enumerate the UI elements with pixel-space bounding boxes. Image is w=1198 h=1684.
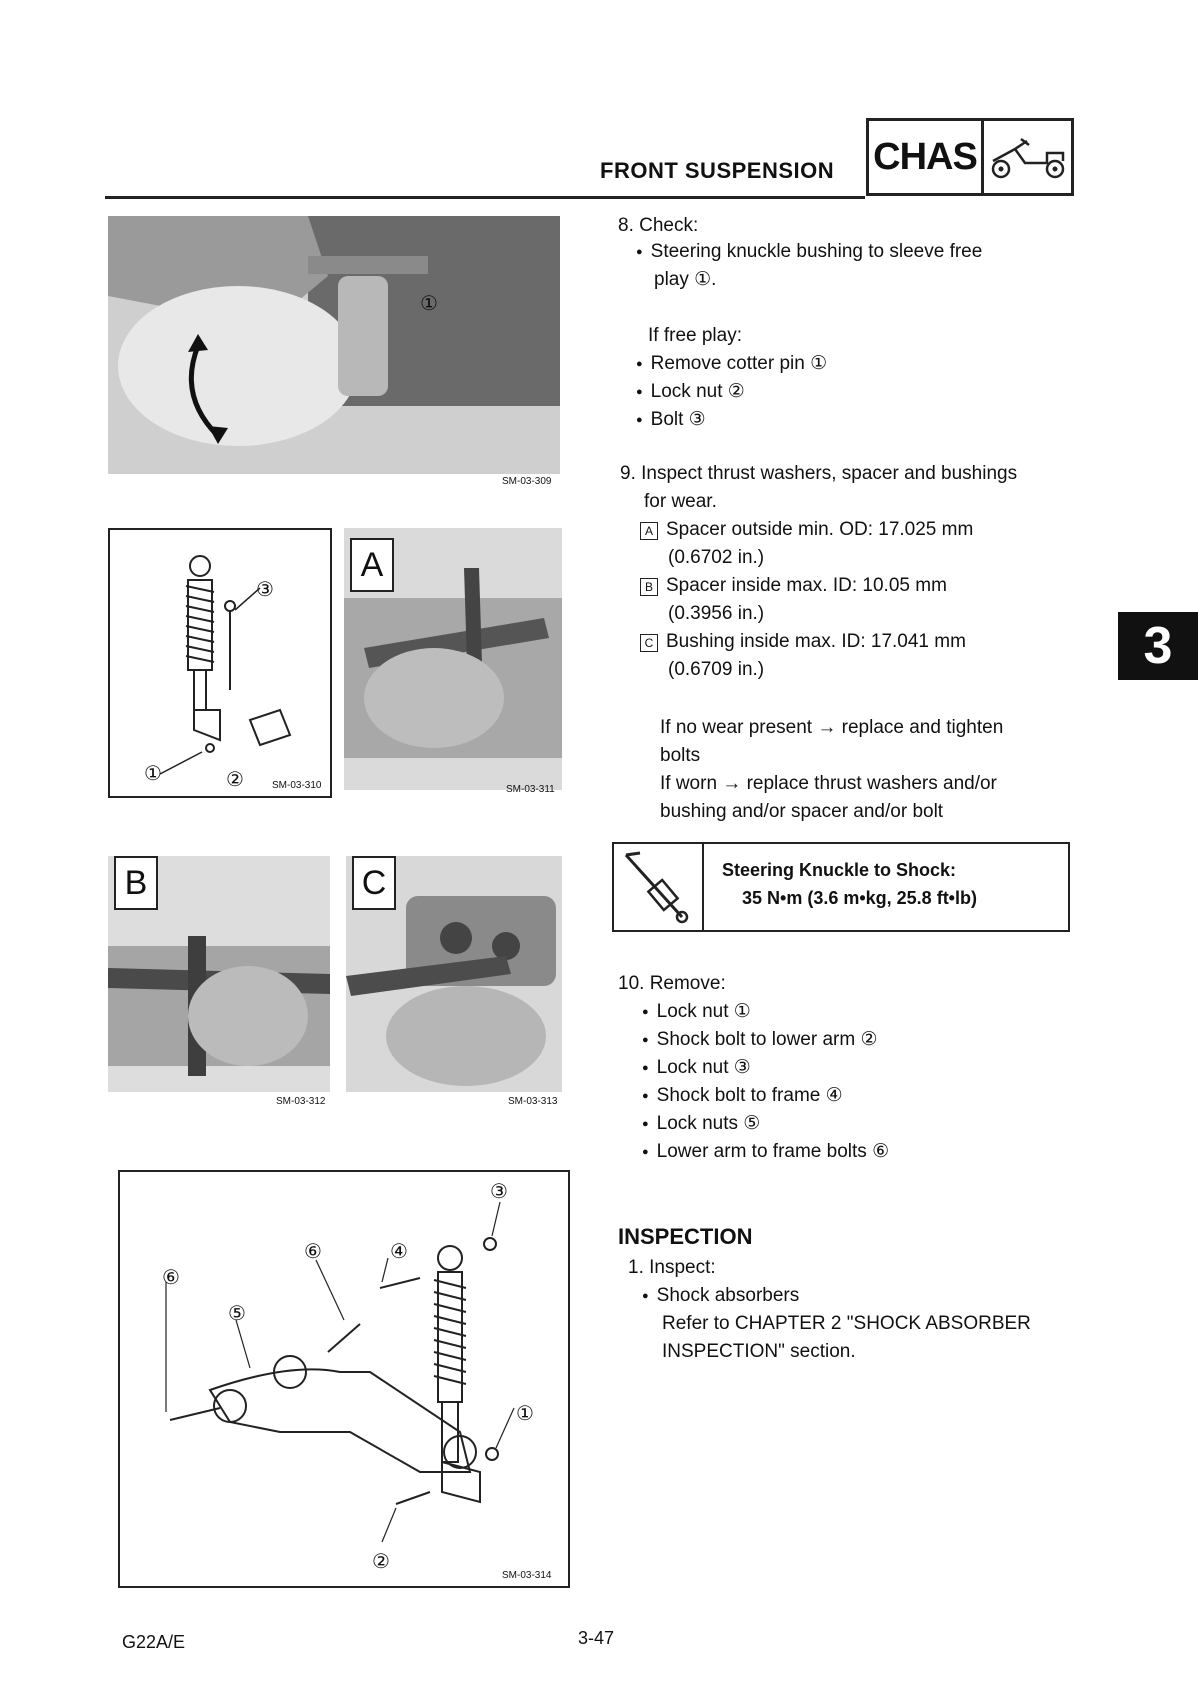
step8-head: 8. Check: — [618, 215, 699, 236]
spec-b-tag: B — [640, 578, 658, 596]
spec-a-row — [640, 516, 973, 544]
step10-list-6: ● Lower arm to frame bolts ⑥ — [642, 1138, 889, 1166]
step10-head: 10. Remove: — [618, 973, 726, 994]
step8-list-1: ● Remove cotter pin ① — [636, 350, 827, 378]
fig314-callout-2: ② — [372, 1551, 390, 1573]
fig314-callout-3: ③ — [490, 1181, 508, 1203]
fig310-callout-2: ② — [226, 769, 244, 791]
torque-wrench-icon — [614, 844, 704, 930]
spec-a-line1: Spacer outside min. OD: 17.025 mm — [666, 519, 974, 540]
fig314-callout-1: ① — [516, 1403, 534, 1425]
footer-model: G22A/E — [122, 1632, 186, 1652]
step9-note2: If worn → replace thrust washers and/or — [660, 773, 997, 794]
fig310-callout-1: ① — [144, 763, 162, 785]
fig312-code: SM-03-312 — [276, 1096, 326, 1107]
step10-list-4: ● Shock bolt to frame ④ — [642, 1082, 843, 1110]
step9-head: 9. Inspect thrust washers, spacer and bushings — [620, 463, 1018, 484]
fig314-callout-4: ④ — [390, 1241, 408, 1263]
step10-list-1: ● Lock nut ① — [642, 998, 751, 1026]
fig314-code: SM-03-314 — [502, 1570, 552, 1581]
chas-label: CHAS — [869, 121, 984, 193]
step9-note2-cont: bushing and/or spacer and/or bolt — [660, 801, 944, 822]
spec-c-line2: (0.6709 in.) — [668, 659, 765, 680]
header-rule — [105, 196, 865, 199]
step9-head-cont: for wear. — [644, 491, 717, 512]
torque-spec-text — [704, 844, 977, 930]
inspection-refer-2: INSPECTION" section. — [662, 1341, 856, 1362]
fig310-code: SM-03-310 — [272, 780, 322, 791]
golf-cart-icon — [984, 121, 1071, 193]
spec-c-tag: C — [640, 634, 658, 652]
step10-list-2: ● Shock bolt to lower arm ② — [642, 1026, 878, 1054]
inspection-heading: INSPECTION — [618, 1224, 753, 1249]
step9-note1-cont: bolts — [660, 745, 701, 766]
fig311-label: A — [350, 538, 394, 592]
step8-item-cont: play ①. — [654, 269, 717, 290]
footer-page: 3-47 — [578, 1628, 615, 1648]
spec-c-line1: Bushing inside max. ID: 17.041 mm — [666, 631, 966, 652]
fig312-label: B — [114, 856, 158, 910]
inspection-refer-1: Refer to CHAPTER 2 "SHOCK ABSORBER — [662, 1313, 1031, 1334]
photo-knuckle-check — [108, 216, 560, 474]
step8-if-free: If free play: — [648, 325, 742, 346]
inspection-item: ● Shock absorbers — [642, 1282, 799, 1310]
fig314-callout-5: ⑤ — [228, 1303, 246, 1325]
diagram-shock-exploded — [108, 528, 332, 798]
fig313-code: SM-03-313 — [508, 1096, 558, 1107]
step8-item: ● Steering knuckle bushing to sleeve free — [636, 238, 982, 266]
diagram-lower-arm-exploded — [118, 1170, 570, 1588]
fig309-callout: ① — [420, 293, 438, 315]
spec-b-line2: (0.3956 in.) — [668, 603, 765, 624]
fig314-callout-6a: ⑥ — [304, 1241, 322, 1263]
section-title: FRONT SUSPENSION — [600, 158, 835, 183]
spec-a-tag: A — [640, 522, 658, 540]
spec-a-line2: (0.6702 in.) — [668, 547, 765, 568]
inspection-step: 1. Inspect: — [628, 1257, 716, 1278]
spec-b-row — [640, 572, 947, 600]
torque-value: 35 N•m (3.6 m•kg, 25.8 ft•lb) — [742, 888, 977, 908]
fig311-code: SM-03-311 — [506, 784, 555, 795]
spec-b-line1: Spacer inside max. ID: 10.05 mm — [666, 575, 947, 596]
torque-spec-box — [612, 842, 1070, 932]
chapter-tab: 3 — [1118, 612, 1198, 680]
fig314-callout-6b: ⑥ — [162, 1267, 180, 1289]
step8-list-2: ● Lock nut ② — [636, 378, 745, 406]
step9-note1: If no wear present → replace and tighten — [660, 717, 1004, 738]
chas-badge — [866, 118, 1074, 196]
fig310-callout-3: ③ — [256, 579, 274, 601]
fig313-label: C — [352, 856, 396, 910]
step10-list-3: ● Lock nut ③ — [642, 1054, 751, 1082]
step8-list-3: ● Bolt ③ — [636, 406, 706, 434]
torque-title: Steering Knuckle to Shock: — [722, 860, 957, 880]
fig309-code: SM-03-309 — [502, 476, 552, 487]
spec-c-row — [640, 628, 966, 656]
step10-list-5: ● Lock nuts ⑤ — [642, 1110, 760, 1138]
